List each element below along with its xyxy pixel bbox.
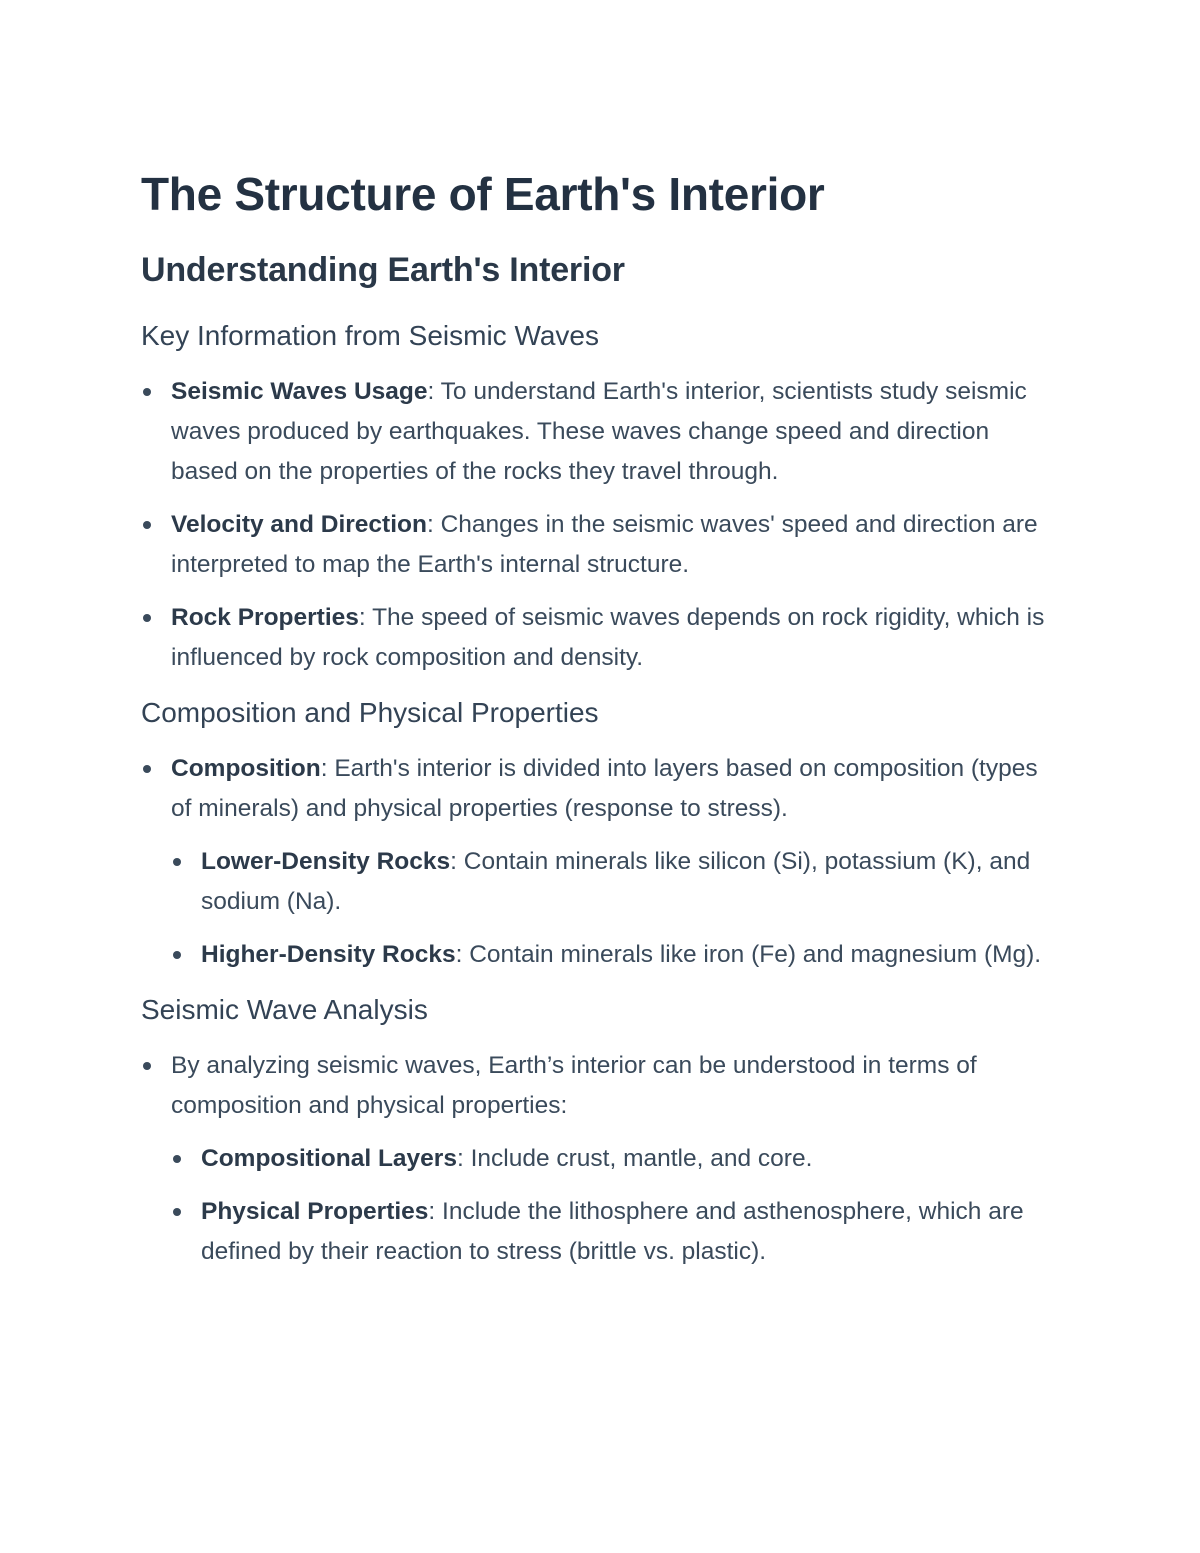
subsection-heading-composition: Composition and Physical Properties xyxy=(141,697,599,728)
sublist-item-term: Lower-Density Rocks xyxy=(201,848,451,875)
sublist-item-text: : Include crust, mantle, and core. xyxy=(456,1145,813,1172)
bullet-icon xyxy=(173,1155,181,1163)
section-heading: Understanding Earth's Interior xyxy=(141,251,625,289)
list-item-term: Velocity and Direction xyxy=(171,511,427,538)
list-composition xyxy=(141,749,1061,829)
bullet-icon xyxy=(173,858,181,866)
bullet-icon xyxy=(143,388,151,396)
list-item xyxy=(141,1046,1061,1126)
sublist-item xyxy=(171,1139,1061,1179)
list-item xyxy=(141,598,1061,678)
list-item xyxy=(141,372,1061,492)
sublist-item-term: Higher-Density Rocks xyxy=(201,941,456,968)
document-page xyxy=(141,160,1061,1285)
sublist-item-term: Compositional Layers xyxy=(201,1145,457,1172)
sublist-item xyxy=(171,842,1061,922)
list-seismic-analysis xyxy=(141,1046,1061,1126)
sublist-item xyxy=(171,935,1061,975)
list-item-text: By analyzing seismic waves, Earth’s interior can be understood in terms of composition and physical properties: xyxy=(171,1052,977,1119)
list-item-text: : To understand Earth's interior, scientists study seismic waves produced by earthquakes. These waves change speed and direction based on the properties of the rocks they travel through. xyxy=(171,378,1027,485)
sublist-item xyxy=(171,1192,1061,1272)
document-title: The Structure of Earth's Interior xyxy=(141,168,825,220)
list-item-term: Rock Properties xyxy=(171,604,359,631)
sublist-item-term: Physical Properties xyxy=(201,1198,429,1225)
subsection-heading-seismic-analysis: Seismic Wave Analysis xyxy=(141,994,428,1025)
sublist-rock-density xyxy=(141,842,1061,975)
list-item-term: Seismic Waves Usage xyxy=(171,378,428,405)
list-seismic-waves xyxy=(141,372,1061,678)
bullet-icon xyxy=(143,1062,151,1070)
bullet-icon xyxy=(143,614,151,622)
list-item-text: : The speed of seismic waves depends on rock rigidity, which is influenced by rock composition and density. xyxy=(171,604,1045,671)
sublist-item-text: : Contain minerals like silicon (Si), potassium (K), and sodium (Na). xyxy=(201,848,1031,915)
sublist-layers xyxy=(141,1139,1061,1272)
list-item-text: : Changes in the seismic waves' speed and direction are interpreted to map the Earth's internal structure. xyxy=(171,511,1038,578)
bullet-icon xyxy=(143,765,151,773)
bullet-icon xyxy=(143,521,151,529)
subsection-heading-seismic-waves: Key Information from Seismic Waves xyxy=(141,320,599,351)
list-item-text: : Earth's interior is divided into layers based on composition (types of minerals) and physical properties (response to stress). xyxy=(171,755,1038,822)
bullet-icon xyxy=(173,1208,181,1216)
sublist-item-text: : Contain minerals like iron (Fe) and magnesium (Mg). xyxy=(455,941,1042,968)
list-item xyxy=(141,505,1061,585)
sublist-item-text: : Include the lithosphere and asthenosphere, which are defined by their reaction to stress (brittle vs. plastic). xyxy=(201,1198,1024,1265)
list-item xyxy=(141,749,1061,829)
bullet-icon xyxy=(173,951,181,959)
list-item-term: Composition xyxy=(171,755,321,782)
